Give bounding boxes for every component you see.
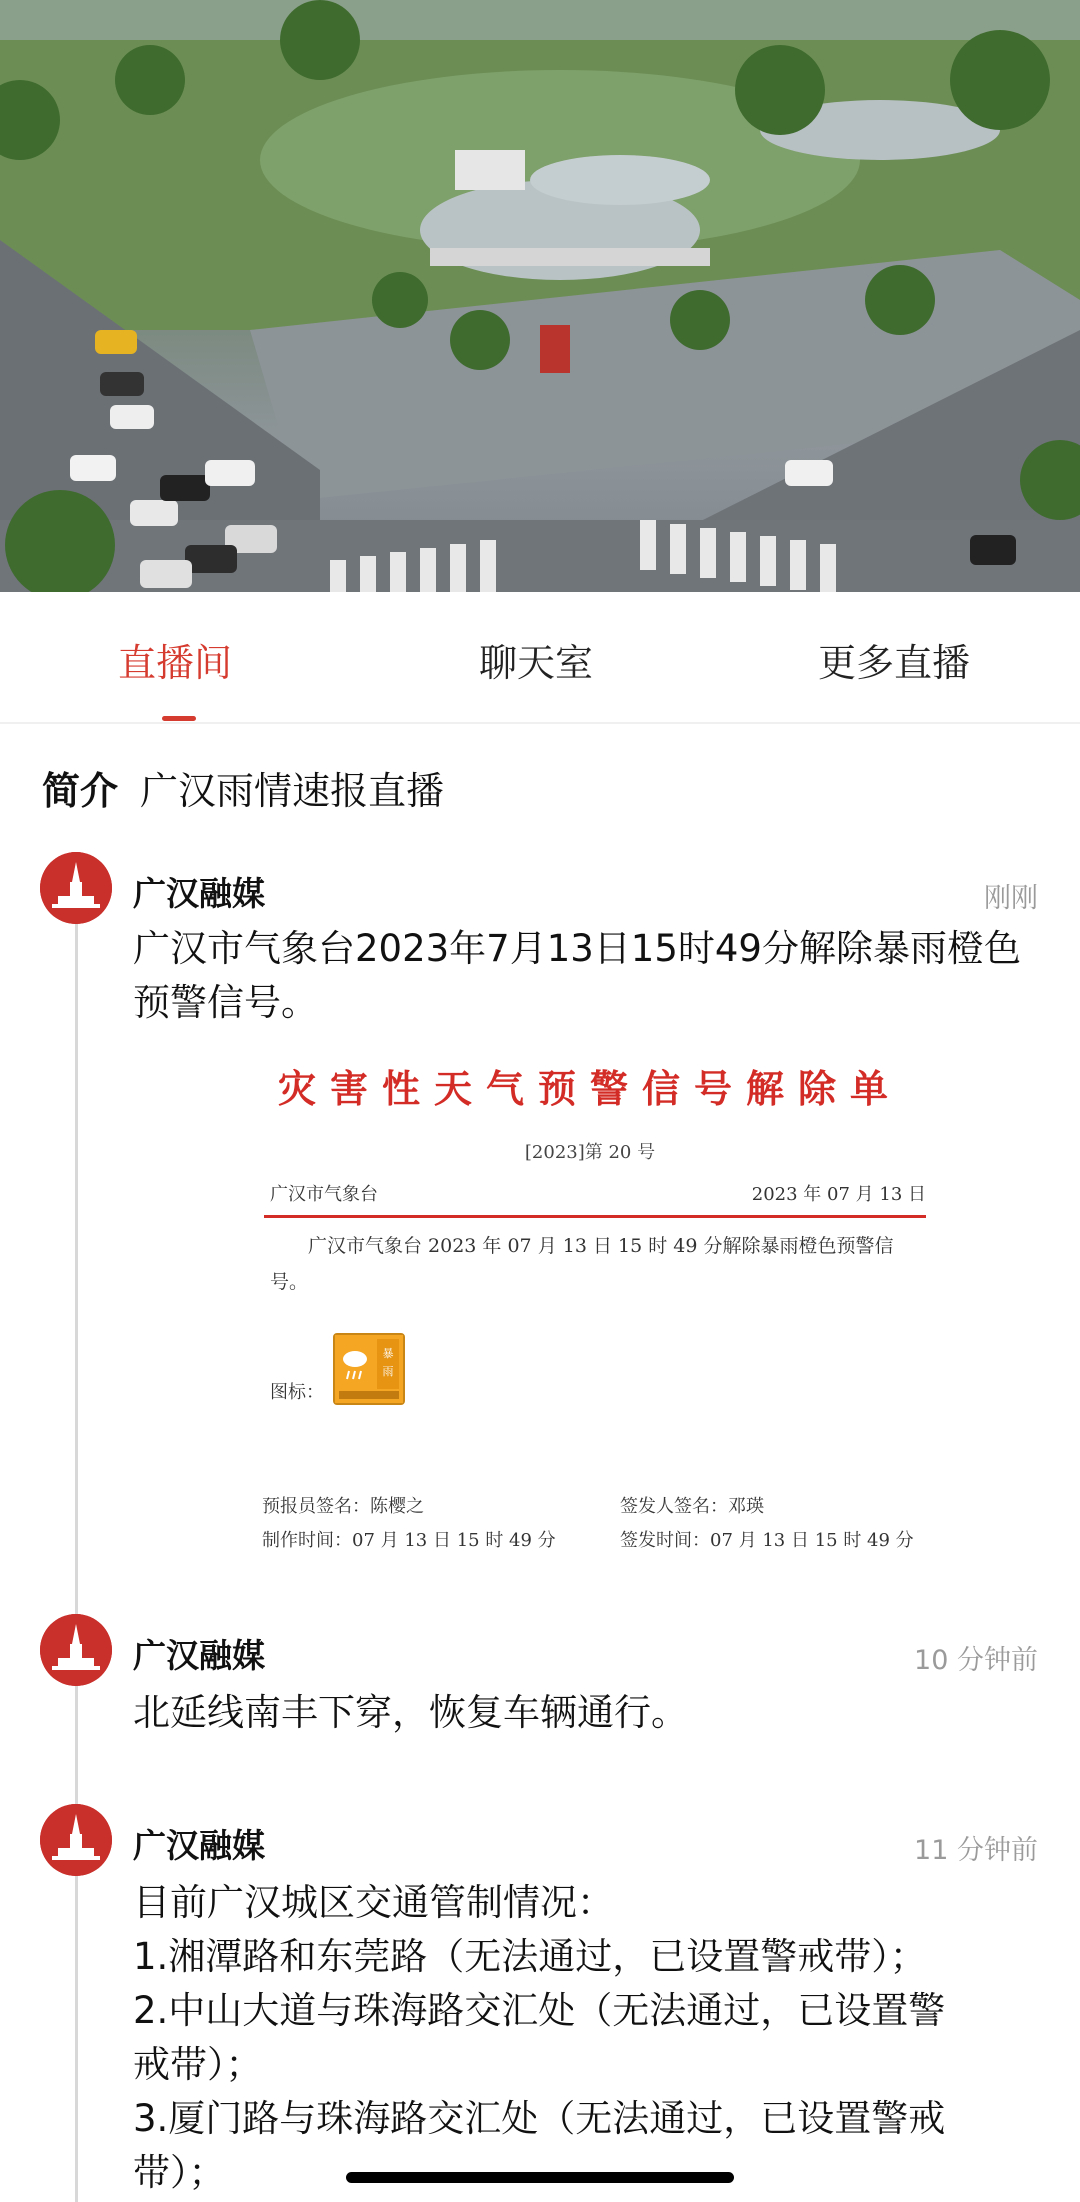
home-indicator[interactable] [346,2172,734,2183]
document-body: 广汉市气象台 2023 年 07 月 13 日 15 时 49 分解除暴雨橙色预警信号。 [270,1235,894,1293]
tower-logo-icon [40,1804,112,1876]
author-name: 广汉融媒 [133,1636,265,1675]
tab-chat-room[interactable]: 聊天室 [479,641,594,685]
svg-text:暴: 暴 [382,1347,394,1360]
post-text [133,1876,1045,2200]
avatar[interactable] [40,1614,112,1686]
post-line: 2.中山大道与珠海路交汇处（无法通过，已设置警 [133,1989,946,2032]
tab-bar [0,592,1080,724]
post-text: 北延线南丰下穿，恢复车辆通行。 [133,1691,688,1734]
post-line: 戒带）； [133,2043,263,2086]
tower-logo-icon [40,1614,112,1686]
intro-label: 简介 [42,769,119,813]
made-time: 制作时间：07 月 13 日 15 时 49 分 [262,1530,556,1551]
intro-section [42,760,444,815]
post-time: 11 分钟前 [914,1835,1038,1866]
warning-cancel-document[interactable] [240,1040,940,1580]
rainstorm-warning-emblem [335,1335,403,1403]
tab-live-room[interactable]: 直播间 [118,641,233,685]
svg-text:雨: 雨 [382,1365,394,1378]
document-office: 广汉市气象台 [270,1184,378,1205]
document-number: [2023]第 20 号 [524,1142,656,1163]
issuer-signature: 签发人签名：邓瑛 [620,1496,764,1517]
post-time: 10 分钟前 [914,1645,1038,1676]
document-date: 2023 年 07 月 13 日 [751,1184,926,1205]
post-time: 刚刚 [984,883,1038,914]
timeline-line [75,880,78,2202]
document-title: 灾害性天气预警信号解除单 [277,1066,902,1111]
issued-time: 签发时间：07 月 13 日 15 时 49 分 [620,1530,914,1551]
post-line: 目前广汉城区交通管制情况： [133,1881,614,1924]
intro-text: 广汉雨情速报直播 [140,769,445,813]
tower-logo-icon [40,852,112,924]
forecaster-signature: 预报员签名：陈樱之 [262,1496,424,1517]
document-divider [264,1215,926,1218]
tab-more-live[interactable]: 更多直播 [818,641,971,685]
live-video-scene [0,0,1080,592]
avatar[interactable] [40,1804,112,1876]
rainstorm-warning-icon [333,1333,405,1405]
live-video[interactable] [0,0,1080,592]
author-name: 广汉融媒 [133,1826,265,1865]
active-tab-indicator [162,716,196,721]
author-name: 广汉融媒 [133,874,265,913]
post-line: 带）； [133,2151,226,2194]
post-line: 1.湘潭路和东莞路（无法通过，已设置警戒带）； [133,1935,927,1978]
post-line: 3.厦门路与珠海路交汇处（无法通过，已设置警戒 [133,2097,946,2140]
document-icon-label: 图标： [270,1382,324,1403]
post-text: 广汉市气象台2023年7月13日15时49分解除暴雨橙色预警信号。 [133,927,1021,1024]
avatar[interactable] [40,852,112,924]
